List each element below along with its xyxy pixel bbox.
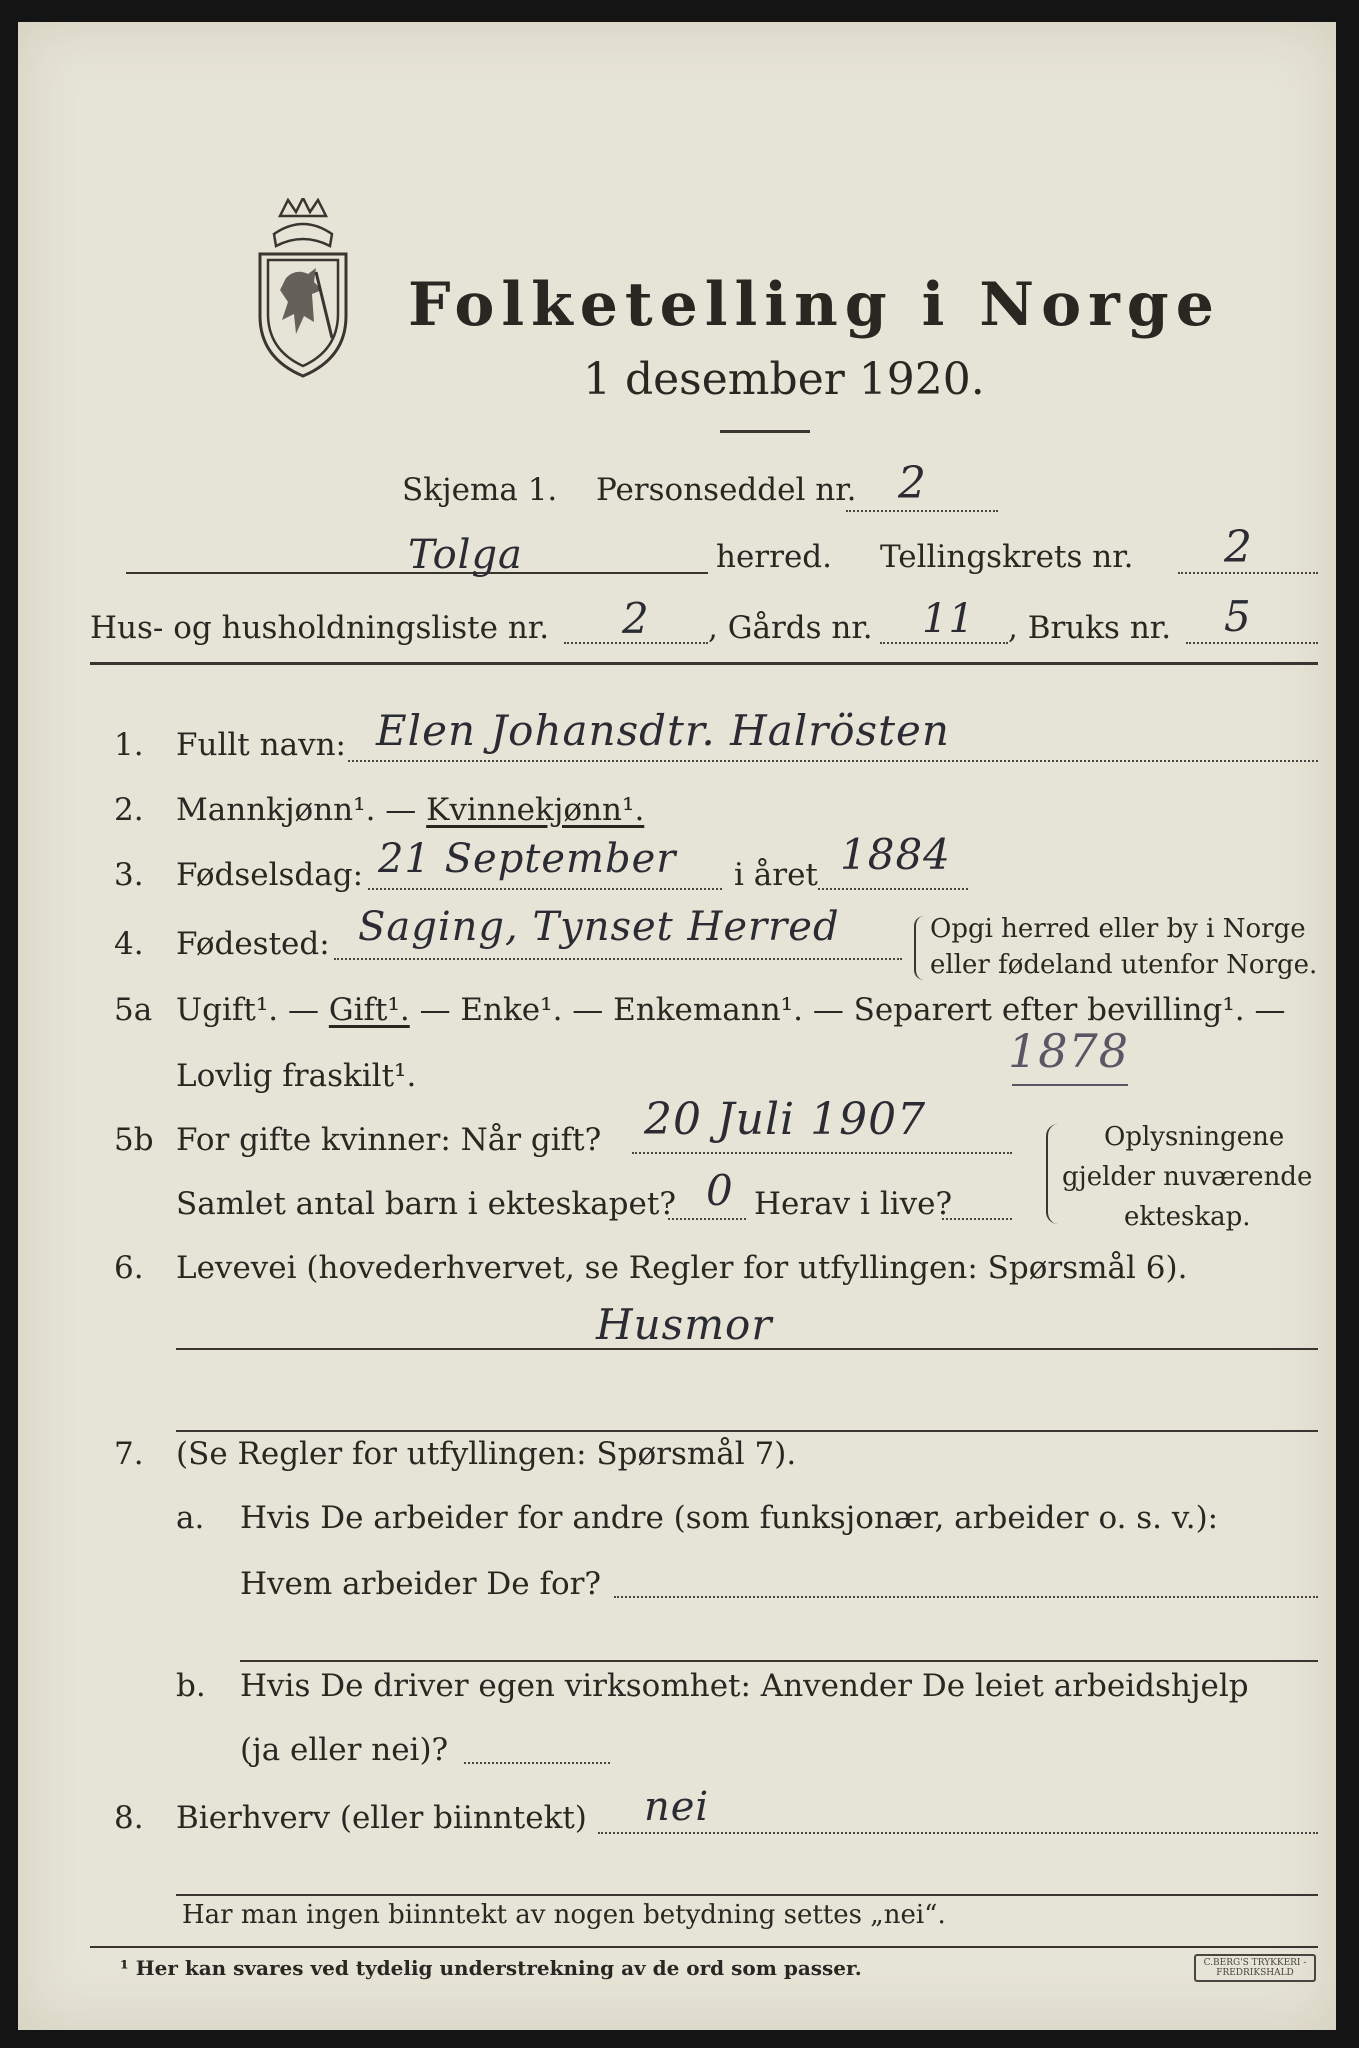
q2-number: 2.: [114, 792, 144, 828]
header-divider: [90, 662, 1318, 665]
q6-occupation: Husmor: [596, 1300, 773, 1349]
q5b-alive-line: [942, 1218, 1012, 1220]
census-form-page: [18, 22, 1336, 2030]
q5a-margin-note: 1878: [1008, 1024, 1130, 1078]
q5b-note-line3: ekteskap.: [1124, 1202, 1251, 1232]
q6-label: Levevei (hovederhvervet, se Regler for utfyllingen: Spørsmål 6).: [176, 1250, 1188, 1286]
q5b-children-label: Samlet antal barn i ekteskapet?: [176, 1186, 676, 1222]
tellingskrets-label: Tellingskrets nr.: [880, 539, 1134, 575]
q6-number: 6.: [114, 1250, 144, 1286]
q7b-answer-line: [464, 1762, 610, 1764]
q7-label: (Se Regler for utfyllingen: Spørsmål 7).: [176, 1436, 797, 1472]
q3-birth-date: 21 September: [378, 836, 677, 882]
q8-line: [598, 1832, 1318, 1834]
q4-label: Fødested:: [176, 926, 330, 962]
bruks-line: [1186, 642, 1318, 644]
herred-label: herred.: [716, 539, 832, 575]
q7b-number: b.: [176, 1668, 206, 1704]
q6-line1: [176, 1348, 1318, 1350]
q5b-brace: [1046, 1124, 1058, 1224]
q5a-margin-underline: [1012, 1084, 1128, 1086]
q4-birthplace: Saging, Tynset Herred: [358, 904, 840, 950]
personseddel-line: [846, 510, 998, 512]
q4-line: [334, 958, 902, 960]
gards-label: , Gårds nr.: [708, 610, 873, 646]
q5b-date-line: [632, 1152, 1012, 1154]
q7a-extra-line: [240, 1660, 1318, 1662]
q2-mannkjonn: Mannkjønn¹.: [176, 792, 376, 828]
personseddel-value: 2: [898, 458, 927, 509]
q5a-other-options: — Enke¹. — Enkemann¹. — Separert efter bevilling¹. —: [419, 992, 1286, 1028]
q1-line: [348, 760, 1318, 762]
q4-brace: [914, 916, 924, 980]
q8-number: 8.: [114, 1800, 144, 1836]
q6-line2: [176, 1430, 1318, 1432]
q1-label: Fullt navn:: [176, 727, 346, 763]
q7a-text: Hvis De arbeider for andre (som funksjonær, arbeider o. s. v.):: [240, 1500, 1219, 1536]
q8-line2: [176, 1894, 1318, 1896]
q7a-answer-line: [614, 1596, 1318, 1598]
footer-divider: [90, 1946, 1318, 1948]
q7-number: 7.: [114, 1436, 144, 1472]
census-date: 1 desember 1920.: [583, 354, 985, 405]
q5a-number: 5a: [114, 992, 153, 1028]
q1-full-name: Elen Johansdtr. Halrösten: [376, 706, 950, 755]
personseddel-label: Personseddel nr.: [596, 472, 857, 508]
q3-label: Fødselsdag:: [176, 857, 364, 893]
footnote: ¹ Her kan svares ved tydelig understrekning av de ord som passer.: [120, 1956, 862, 1980]
q7b-question: (ja eller nei)?: [240, 1732, 449, 1768]
herred-value: Tolga: [408, 532, 523, 578]
bruks-value: 5: [1224, 592, 1252, 641]
q3-date-line: [368, 888, 722, 890]
q2-kvinnekjonn: Kvinnekjønn¹.: [426, 792, 645, 828]
q2-separator: —: [375, 792, 427, 828]
q8-label: Bierhverv (eller biinntekt): [176, 1800, 587, 1836]
q5b-label: For gifte kvinner: Når gift?: [176, 1122, 602, 1158]
q5b-marriage-date: 20 Juli 1907: [644, 1094, 927, 1145]
q2-gender-options: [176, 792, 644, 828]
q4-number: 4.: [114, 926, 144, 962]
tellingskrets-value: 2: [1224, 522, 1253, 573]
q7b-text: Hvis De driver egen virksomhet: Anvender De leiet arbeidshjelp: [240, 1668, 1249, 1704]
q5b-note-line1: Oplysningene: [1104, 1122, 1285, 1152]
title-divider: [720, 430, 810, 433]
q3-year-label: i året: [734, 857, 818, 893]
gards-value: 11: [922, 596, 975, 642]
q5b-note-line2: gjelder nuværende: [1062, 1162, 1313, 1192]
q5b-children-line: [668, 1218, 746, 1220]
husholdningsliste-label: Hus- og husholdningsliste nr.: [90, 610, 550, 646]
printer-stamp: C.BERG'S TRYKKERI - FREDRIKSHALD: [1194, 1954, 1316, 1982]
q5b-number: 5b: [114, 1122, 154, 1158]
form-title: Folketelling i Norge: [408, 270, 1221, 340]
q3-year-line: [818, 888, 968, 890]
q5b-children-value: 0: [706, 1166, 734, 1215]
q1-number: 1.: [114, 727, 144, 763]
gards-line: [880, 642, 1008, 644]
q4-note-line1: Opgi herred eller by i Norge: [930, 914, 1306, 944]
q4-note-line2: eller fødeland utenfor Norge.: [930, 950, 1318, 980]
q8-value: nei: [644, 1784, 710, 1830]
q5b-alive-label: Herav i live?: [754, 1186, 953, 1222]
q5a-ugift: Ugift¹.: [176, 992, 279, 1028]
skjema-label: Skjema 1.: [402, 472, 558, 508]
q3-birth-year: 1884: [840, 830, 951, 879]
q3-number: 3.: [114, 857, 144, 893]
bruks-label: , Bruks nr.: [1008, 610, 1172, 646]
q5a-marital-options: Ugift¹. — Gift¹. — Enke¹. — Enkemann¹. — Separert efter bevilling¹. —: [176, 992, 1286, 1028]
coat-of-arms-icon: [250, 198, 356, 378]
q7a-number: a.: [176, 1500, 205, 1536]
q5a-gift: Gift¹.: [328, 992, 410, 1028]
q5a-fraskilt: Lovlig fraskilt¹.: [176, 1058, 417, 1094]
husholdningsliste-value: 2: [622, 594, 650, 643]
q7a-question: Hvem arbeider De for?: [240, 1566, 602, 1602]
q8-note: Har man ingen biinntekt av nogen betydning settes „nei“.: [182, 1900, 946, 1930]
